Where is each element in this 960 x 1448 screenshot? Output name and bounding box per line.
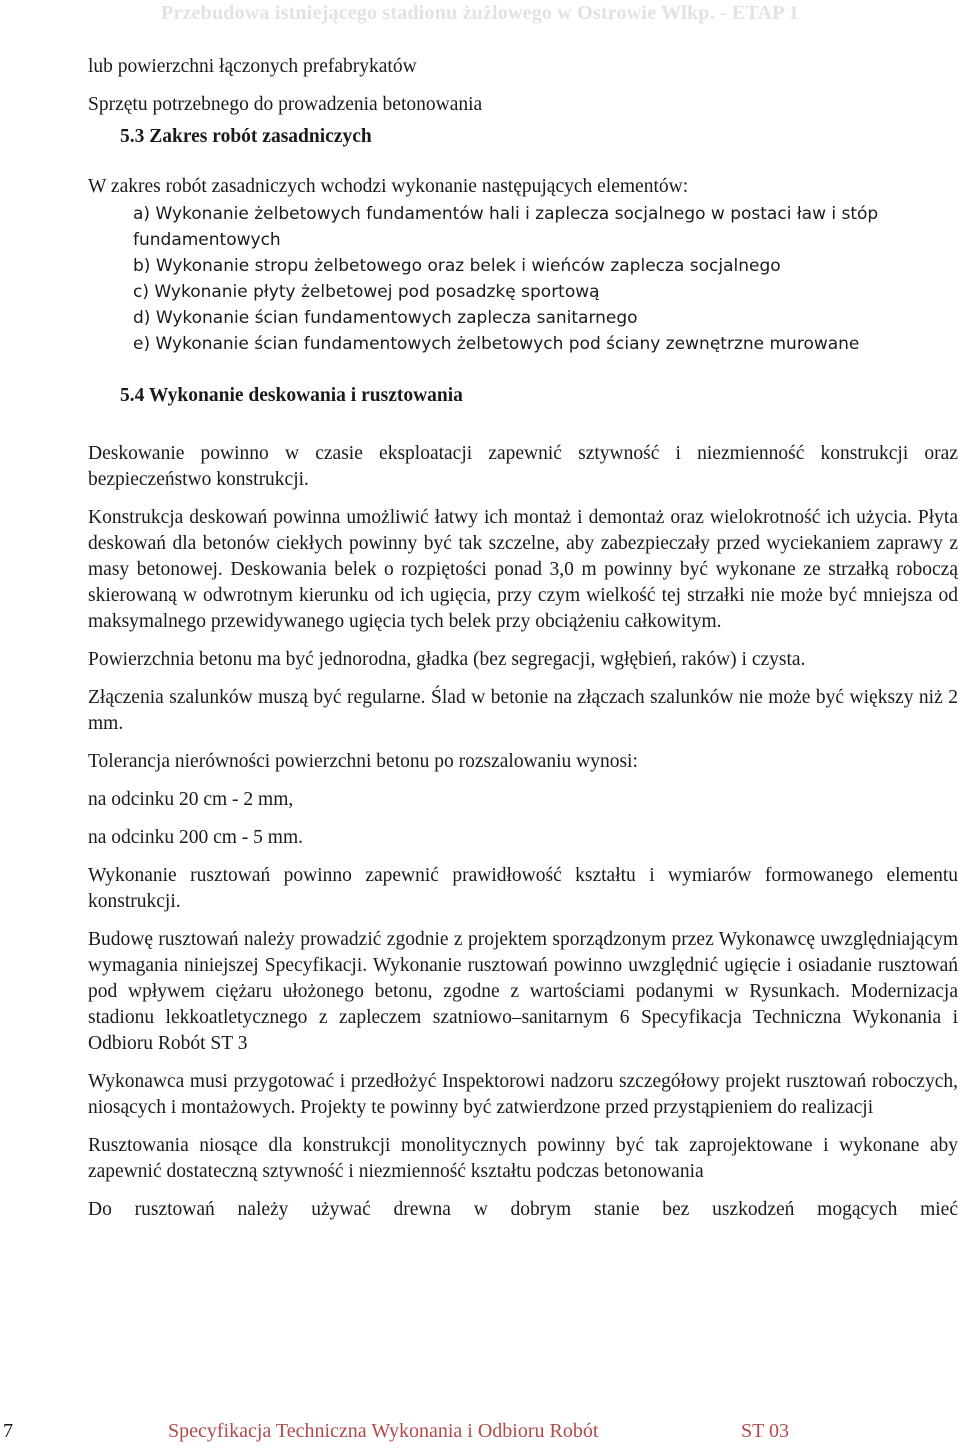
text-line: Sprzętu potrzebnego do prowadzenia betonowania — [88, 94, 483, 115]
page-header-title: Przebudowa istniejącego stadionu żużlowego w Ostrowie Wlkp. - ETAP 1 — [160, 2, 800, 24]
document-body — [88, 48, 958, 1223]
paragraph: na odcinku 20 cm - 2 mm, — [88, 789, 294, 810]
text-line: lub powierzchni łączonych prefabrykatów — [88, 56, 417, 77]
section-heading-5-4: 5.4 Wykonanie deskowania i rusztowania — [120, 385, 463, 406]
list-item: e) Wykonanie ścian fundamentowych żelbetowych pod ściany zewnętrzne murowane — [133, 334, 860, 354]
paragraph: Budowę rusztowań należy prowadzić zgodnie z projektem sporządzonym przez Wykonawcę uwzględniającym wymagania niniejszej Specyfikacji. Wykonanie rusztowań powinno uwzględnić ugięcie i osiadanie rusztowań pod wpływem ciężaru ułożonego betonu, zgodne z wartościami podanymi w Rysunkach. Modernizacja stadionu lekkoatletycznego z zapleczem szatniowo–sanitarnym 6 Specyfikacja Techniczna Wykonania i Odbioru Robót ST 3 — [88, 929, 958, 1054]
list-item: b) Wykonanie stropu żelbetowego oraz belek i wieńców zaplecza socjalnego — [133, 256, 781, 276]
work-items-list — [88, 201, 958, 357]
paragraph: Do rusztowań należy używać drewna w dobrym stanie bez uszkodzeń mogących mieć — [88, 1199, 958, 1220]
list-item: a) Wykonanie żelbetowych fundamentów hali i zaplecza socjalnego w postaci ław i stóp fundamentowych — [133, 204, 879, 250]
page-footer — [0, 1418, 960, 1444]
paragraph: na odcinku 200 cm - 5 mm. — [88, 827, 304, 848]
paragraph: Deskowanie powinno w czasie eksploatacji zapewnić sztywność i niezmienność konstrukcji oraz bezpieczeństwo konstrukcji. — [88, 443, 958, 490]
paragraph: Tolerancja nierówności powierzchni betonu po rozszalowaniu wynosi: — [88, 751, 638, 772]
paragraph: Rusztowania niosące dla konstrukcji monolitycznych powinny być tak zaprojektowane i wykonane aby zapewnić dostateczną sztywność i niezmienność kształtu podczas betonowania — [88, 1135, 958, 1182]
paragraph: Wykonawca musi przygotować i przedłożyć Inspektorowi nadzoru szczegółowy projekt rusztowań roboczych, niosących i montażowych. Projekty te powinny być zatwierdzone przed przystąpieniem do realizacji — [88, 1071, 958, 1118]
footer-code: ST 03 — [741, 1420, 789, 1442]
paragraph: Złączenia szalunków muszą być regularne. Ślad w betonie na złączach szalunków nie może być większy niż 2 mm. — [88, 687, 958, 734]
paragraph: Konstrukcja deskowań powinna umożliwić łatwy ich montaż i demontaż oraz wielokrotność ich użycia. Płyta deskowań dla betonów ciekłych powinny być tak szczelne, aby zabezpieczały przed wyciekaniem zaprawy z masy betonowej. Deskowania belek o rozpiętości ponad 3,0 m powinny być wykonane ze strzałką roboczą skierowaną w odwrotnym kierunku od ich ugięcia, przy czym wielkość tej strzałki nie może być mniejsza od maksymalnego przewidywanego ugięcia tych belek przy obciążeniu całkowitym. — [88, 507, 958, 632]
section-heading-5-3: 5.3 Zakres robót zasadniczych — [120, 126, 372, 147]
section-intro: W zakres robót zasadniczych wchodzi wykonanie następujących elementów: — [88, 176, 689, 197]
paragraph: Wykonanie rusztowań powinno zapewnić prawidłowość kształtu i wymiarów formowanego elementu konstrukcji. — [88, 865, 958, 912]
paragraph: Powierzchnia betonu ma być jednorodna, gładka (bez segregacji, wgłębień, raków) i czysta. — [88, 649, 806, 670]
list-item: d) Wykonanie ścian fundamentowych zaplecza sanitarnego — [133, 308, 638, 328]
page-number: 7 — [3, 1420, 13, 1442]
footer-title: Specyfikacja Techniczna Wykonania i Odbioru Robót — [168, 1420, 599, 1442]
list-item: c) Wykonanie płyty żelbetowej pod posadzkę sportową — [133, 282, 600, 302]
